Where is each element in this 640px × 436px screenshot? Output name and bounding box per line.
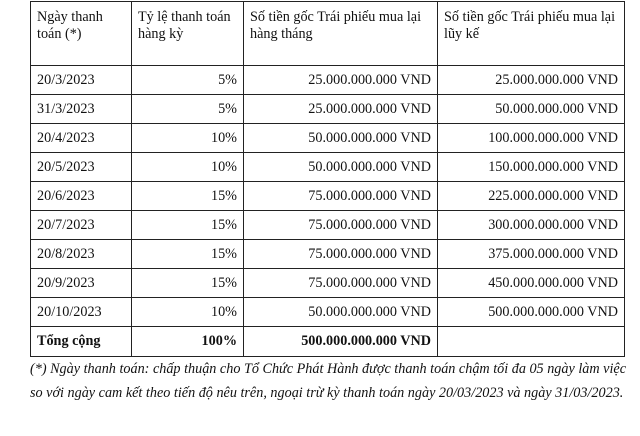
total-cumulative (438, 327, 625, 357)
table-row (31, 298, 625, 327)
table-row (31, 182, 625, 211)
cell-cumulative-principal: 300.000.000.000 VND (438, 211, 625, 240)
table-row (31, 95, 625, 124)
cell-payment-rate: 5% (132, 95, 244, 124)
cell-payment-rate: 15% (132, 269, 244, 298)
cell-payment-rate: 10% (132, 153, 244, 182)
cell-payment-date: 20/5/2023 (31, 153, 132, 182)
table-row (31, 124, 625, 153)
header-monthly-principal: Số tiền gốc Trái phiếu mua lại hàng tháng (244, 2, 438, 66)
cell-payment-date: 20/10/2023 (31, 298, 132, 327)
cell-monthly-principal: 75.000.000.000 VND (244, 269, 438, 298)
total-amount: 500.000.000.000 VND (244, 327, 438, 357)
cell-monthly-principal: 25.000.000.000 VND (244, 66, 438, 95)
cell-payment-date: 20/8/2023 (31, 240, 132, 269)
total-label: Tổng cộng (31, 327, 132, 357)
cell-payment-rate: 15% (132, 182, 244, 211)
cell-cumulative-principal: 100.000.000.000 VND (438, 124, 625, 153)
cell-cumulative-principal: 500.000.000.000 VND (438, 298, 625, 327)
cell-monthly-principal: 50.000.000.000 VND (244, 124, 438, 153)
total-rate: 100% (132, 327, 244, 357)
footnote: (*) Ngày thanh toán: chấp thuận cho Tổ Chức Phát Hành được thanh toán chậm tối đa 05 ngày làm việc so với ngày cam kết theo tiến độ nêu trên, ngoại trừ kỳ thanh toán ngày 20/03/2023 và ngày 31/03/2023. (30, 361, 626, 401)
cell-monthly-principal: 75.000.000.000 VND (244, 211, 438, 240)
cell-cumulative-principal: 450.000.000.000 VND (438, 269, 625, 298)
cell-cumulative-principal: 50.000.000.000 VND (438, 95, 625, 124)
cell-payment-date: 31/3/2023 (31, 95, 132, 124)
header-payment-rate: Tỷ lệ thanh toán hàng kỳ (132, 2, 244, 66)
header-payment-date: Ngày thanh toán (*) (31, 2, 132, 66)
cell-payment-rate: 10% (132, 124, 244, 153)
cell-payment-date: 20/4/2023 (31, 124, 132, 153)
cell-cumulative-principal: 225.000.000.000 VND (438, 182, 625, 211)
cell-cumulative-principal: 25.000.000.000 VND (438, 66, 625, 95)
table-row (31, 211, 625, 240)
header-cumulative-principal: Số tiền gốc Trái phiếu mua lại lũy kế (438, 2, 625, 66)
table-total-row (31, 327, 625, 357)
cell-payment-rate: 10% (132, 298, 244, 327)
table-row (31, 240, 625, 269)
cell-payment-date: 20/7/2023 (31, 211, 132, 240)
bond-repurchase-schedule-table (30, 1, 625, 357)
table-row (31, 66, 625, 95)
cell-payment-rate: 5% (132, 66, 244, 95)
cell-payment-rate: 15% (132, 240, 244, 269)
cell-cumulative-principal: 375.000.000.000 VND (438, 240, 625, 269)
cell-monthly-principal: 75.000.000.000 VND (244, 240, 438, 269)
cell-monthly-principal: 50.000.000.000 VND (244, 153, 438, 182)
cell-payment-date: 20/6/2023 (31, 182, 132, 211)
cell-monthly-principal: 75.000.000.000 VND (244, 182, 438, 211)
cell-payment-date: 20/3/2023 (31, 66, 132, 95)
cell-monthly-principal: 50.000.000.000 VND (244, 298, 438, 327)
cell-cumulative-principal: 150.000.000.000 VND (438, 153, 625, 182)
table-row (31, 269, 625, 298)
cell-payment-date: 20/9/2023 (31, 269, 132, 298)
cell-payment-rate: 15% (132, 211, 244, 240)
table-header-row (31, 2, 625, 66)
table-row (31, 153, 625, 182)
cell-monthly-principal: 25.000.000.000 VND (244, 95, 438, 124)
